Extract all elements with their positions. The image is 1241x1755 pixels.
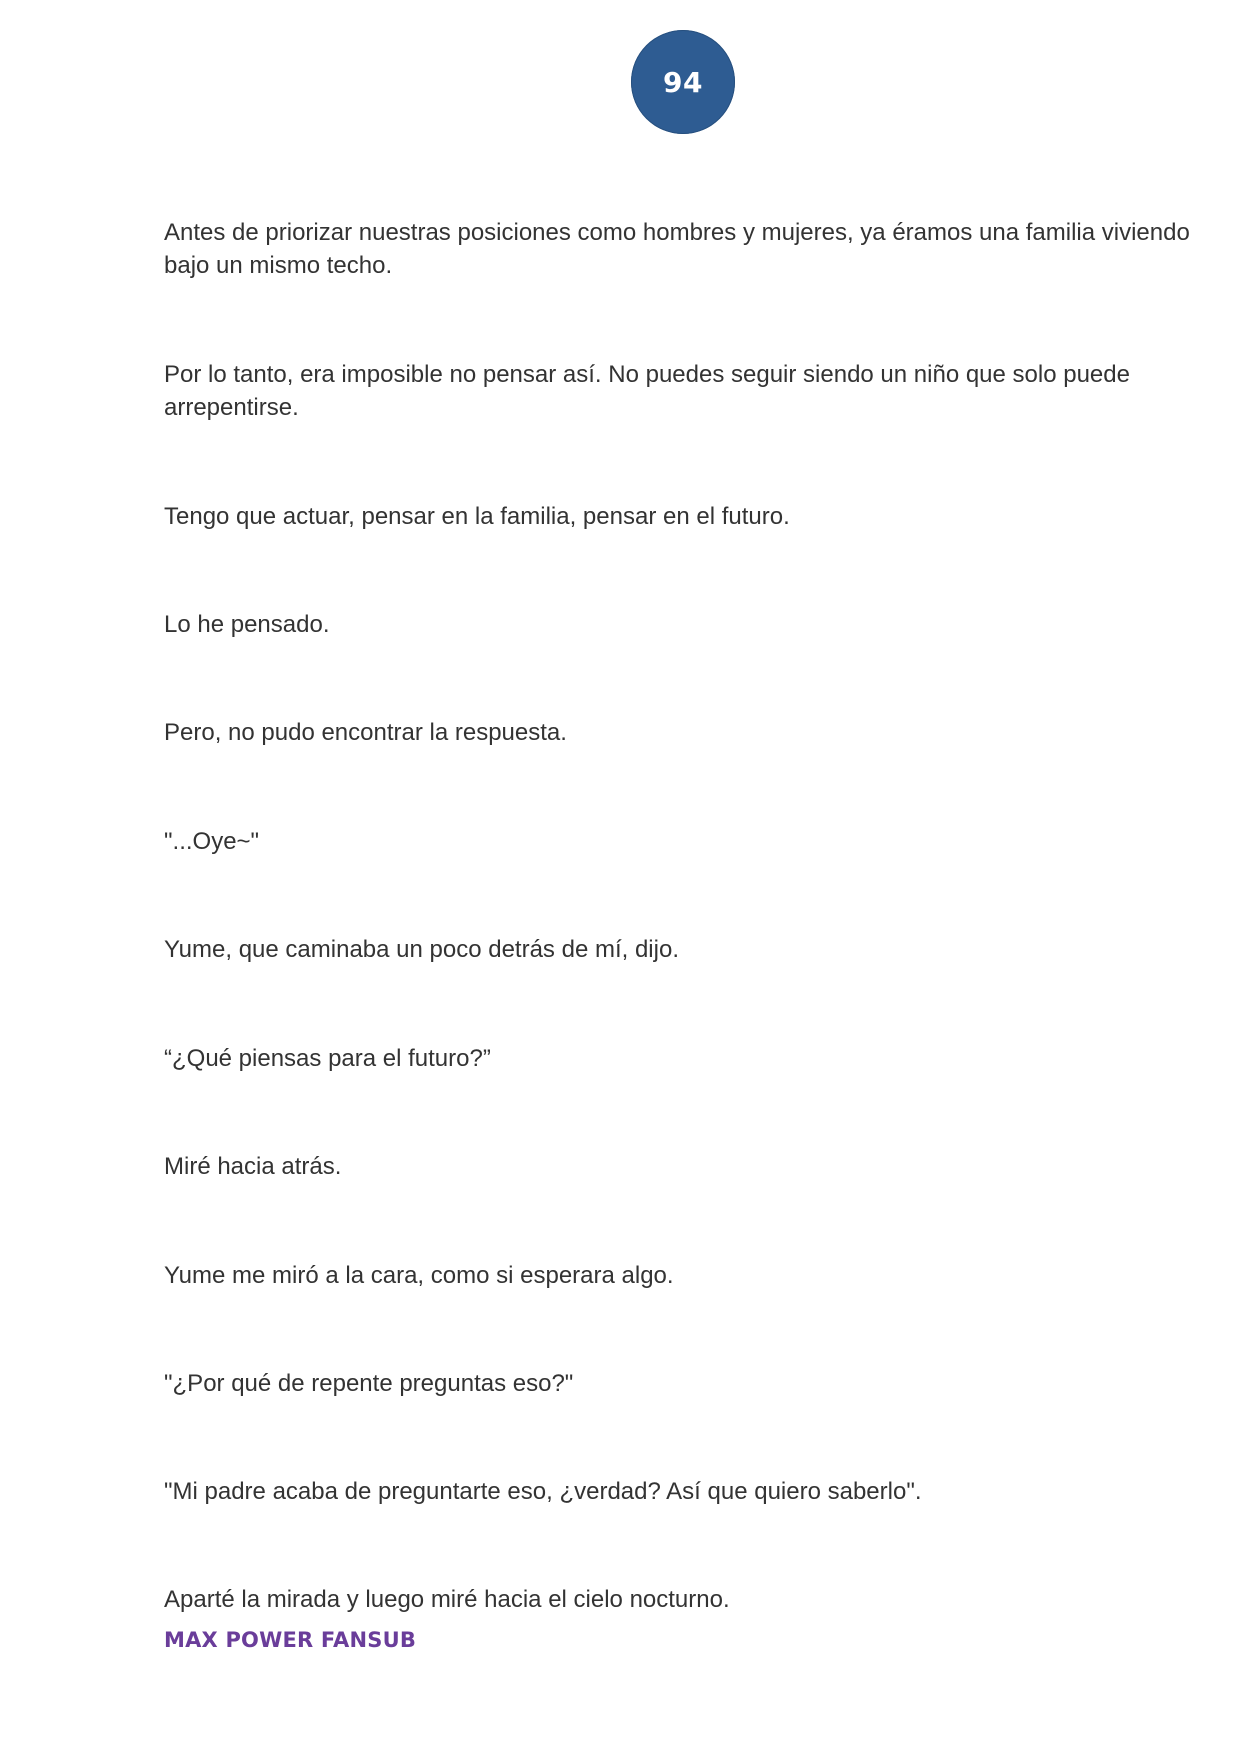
paragraph: Yume, que caminaba un poco detrás de mí, dijo. bbox=[164, 936, 679, 963]
paragraph: Aparté la mirada y luego miré hacia el cielo nocturno. bbox=[164, 1586, 730, 1613]
paragraph: "¿Por qué de repente preguntas eso?" bbox=[164, 1370, 574, 1397]
paragraph: “¿Qué piensas para el futuro?” bbox=[164, 1045, 491, 1072]
paragraph: Tengo que actuar, pensar en la familia, pensar en el futuro. bbox=[164, 503, 790, 530]
paragraph: Antes de priorizar nuestras posiciones como hombres y mujeres, ya éramos una familia viviendo bajo un mismo techo. bbox=[164, 219, 1197, 279]
paragraph: Miré hacia atrás. bbox=[164, 1153, 342, 1180]
paragraph: "Mi padre acaba de preguntarte eso, ¿verdad? Así que quiero saberlo". bbox=[164, 1478, 922, 1505]
page-number-badge bbox=[631, 30, 735, 134]
fansub-credit: MAX POWER FANSUB bbox=[164, 1628, 417, 1652]
paragraph: Por lo tanto, era imposible no pensar así. No puedes seguir siendo un niño que solo puede arrepentirse. bbox=[164, 361, 1137, 421]
paragraph: Lo he pensado. bbox=[164, 611, 330, 638]
paragraph: "...Oye~" bbox=[164, 828, 260, 855]
paragraph: Yume me miró a la cara, como si esperara algo. bbox=[164, 1262, 674, 1289]
page-number: 94 bbox=[663, 65, 703, 99]
paragraph: Pero, no pudo encontrar la respuesta. bbox=[164, 719, 567, 746]
